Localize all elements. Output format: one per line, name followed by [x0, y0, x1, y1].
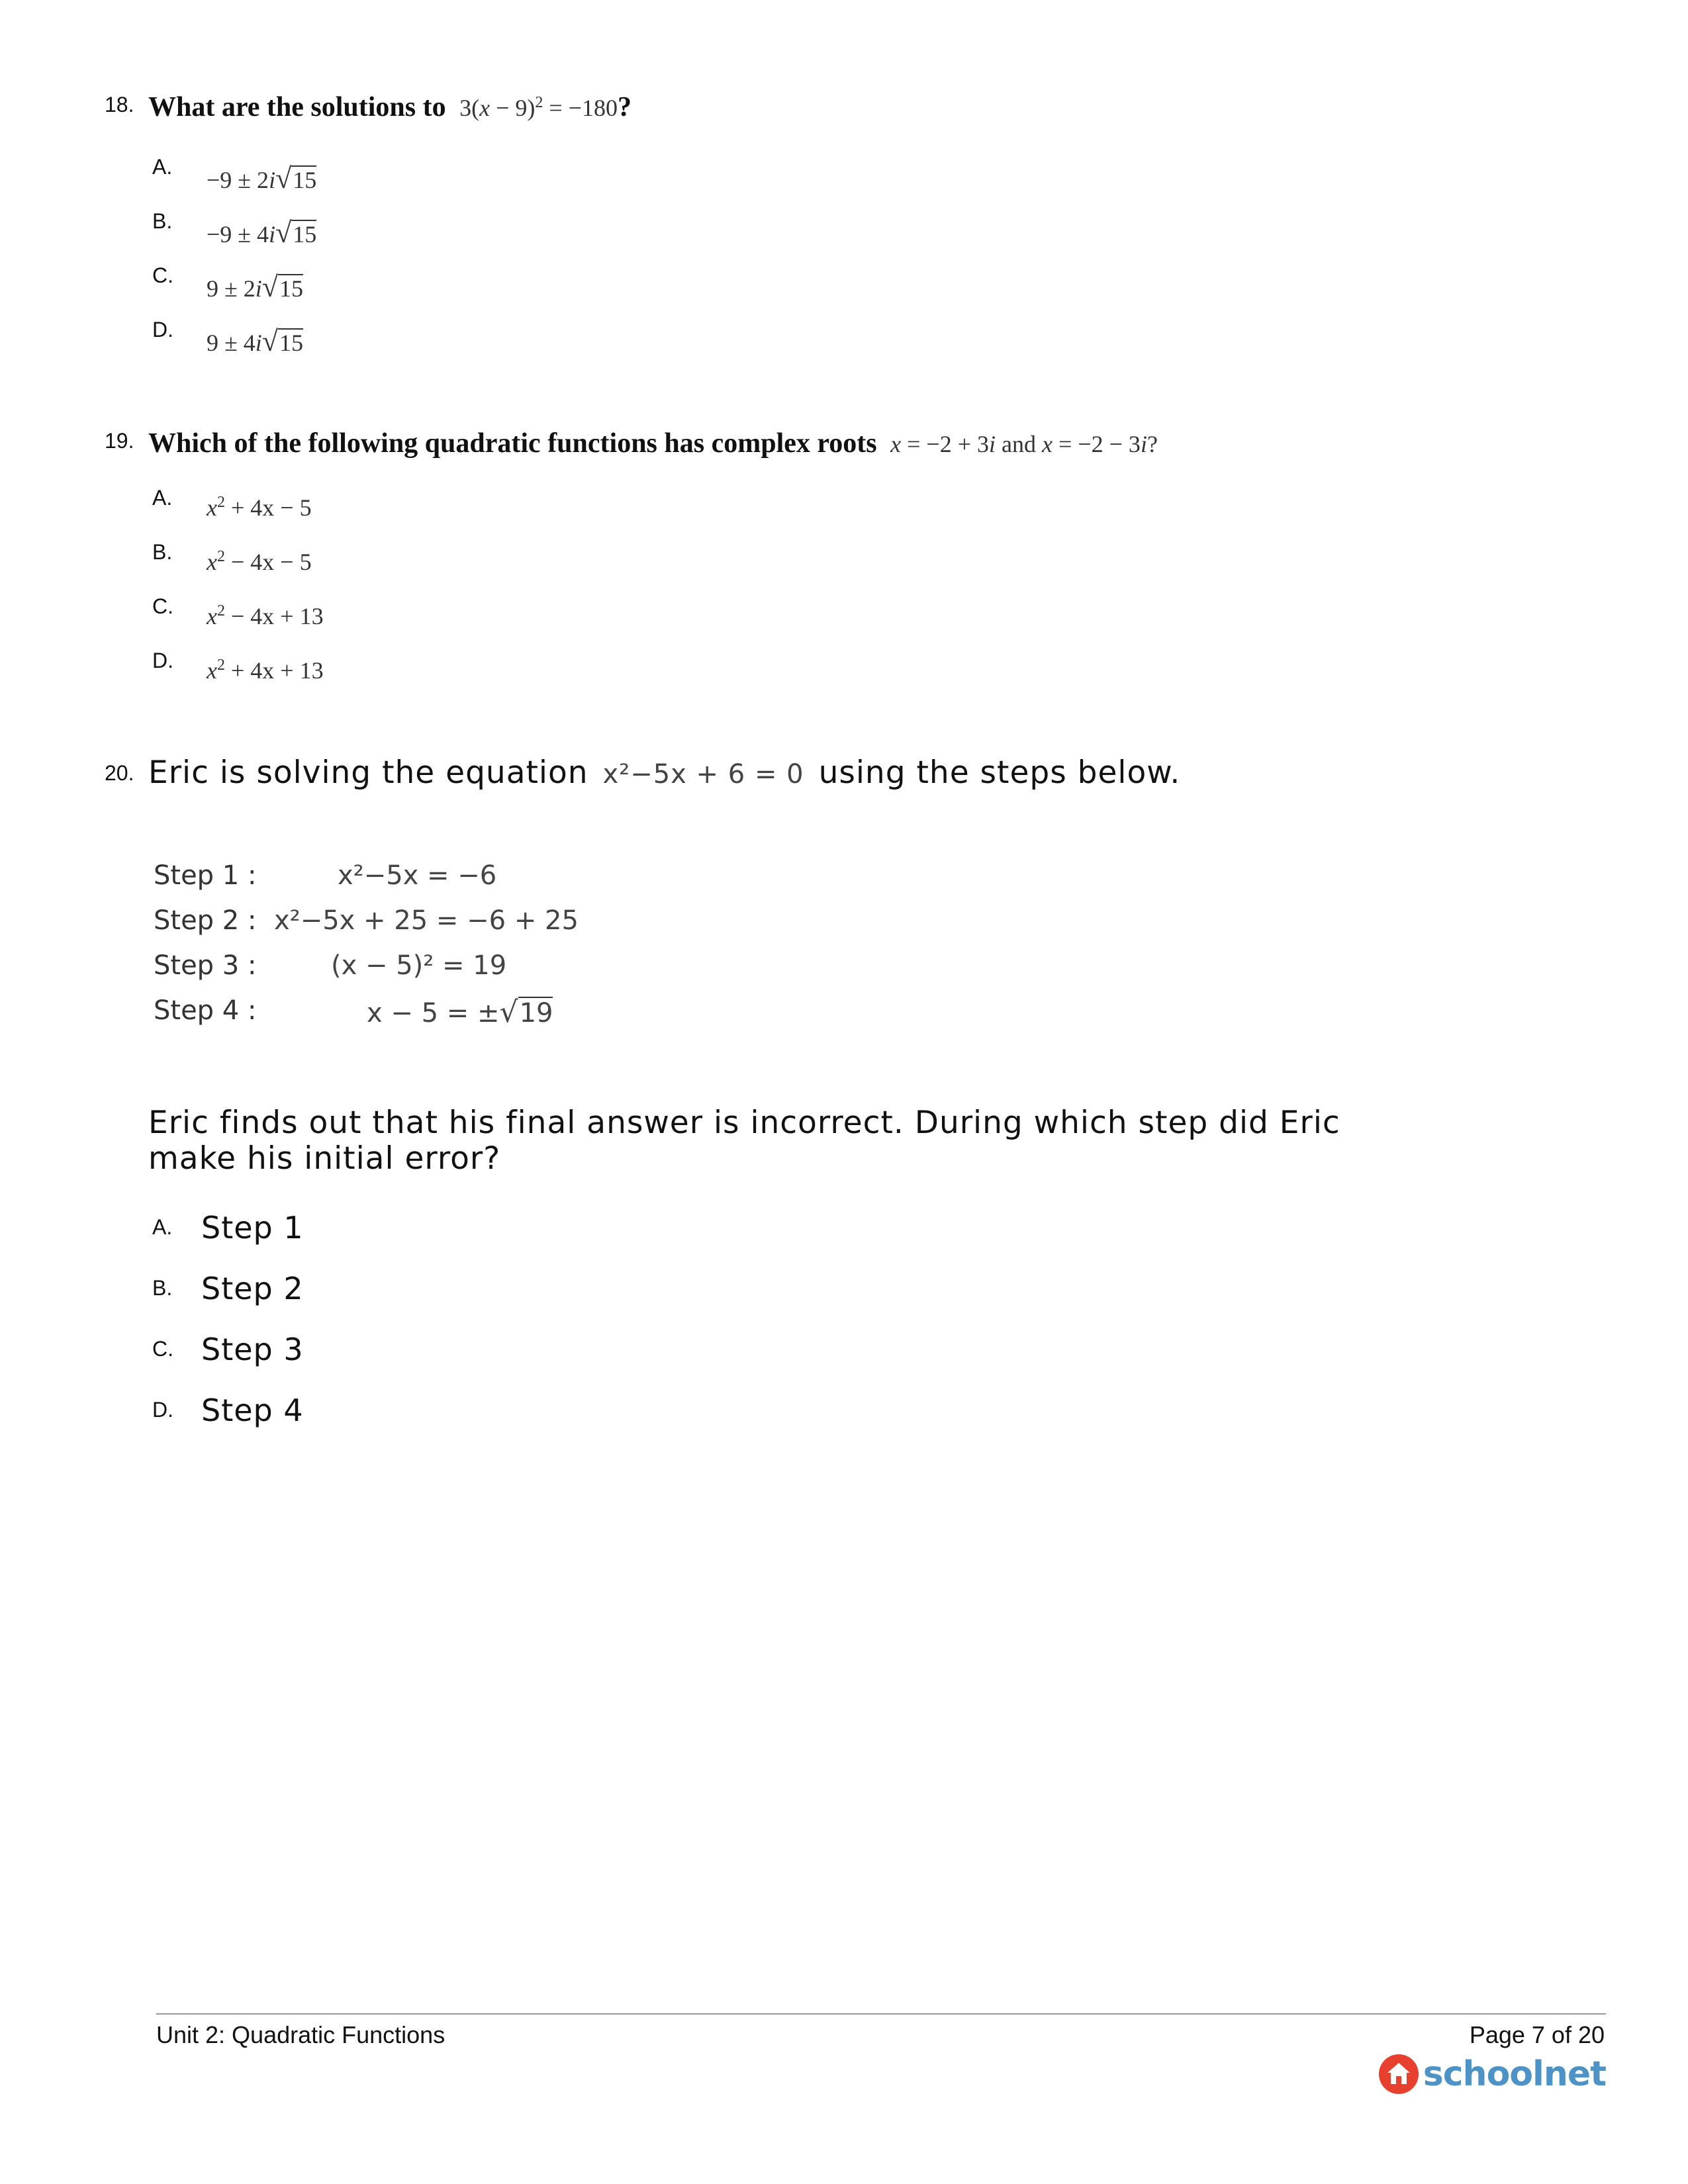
step-2-expression: x²−5x + 25 = −6 + 25 [274, 905, 579, 936]
choice-20d[interactable] [152, 1392, 417, 1435]
choice-letter: B. [152, 1276, 173, 1300]
question-20-prompt-end: using the steps below. [818, 754, 1181, 791]
followup-line-2: make his initial error? [148, 1140, 501, 1177]
step-3-label: Step 3 : [154, 950, 257, 981]
choice-letter: B. [152, 209, 173, 233]
choice-letter: D. [152, 649, 173, 672]
choice-18a[interactable] [152, 152, 417, 195]
choice-18d[interactable] [152, 315, 417, 355]
step-1-label: Step 1 : [154, 860, 257, 891]
choice-math: $x^2 - 4x + 13$ [207, 602, 324, 629]
step-2-label: Step 2 : [154, 905, 257, 936]
question-20-equation: x²−5x + 6 = 0 [602, 759, 804, 790]
step-4-expression: x − 5 = ±√19 [367, 995, 553, 1029]
choice-letter: B. [152, 540, 173, 564]
choice-math: 9 ± 2i√15 [207, 271, 303, 303]
step-1-expression: x²−5x = −6 [338, 860, 497, 891]
choice-18c[interactable] [152, 261, 417, 303]
schoolnet-logo [1378, 2049, 1606, 2099]
question-19-number: 19. [105, 429, 134, 453]
step-4-label: Step 4 : [154, 995, 257, 1026]
choice-19b[interactable] [152, 537, 417, 577]
choice-math: $x^2 - 4x - 5$ [207, 548, 312, 575]
choice-letter: D. [152, 1398, 173, 1422]
choice-letter: A. [152, 486, 173, 510]
footer-divider [156, 2013, 1606, 2015]
question-19-roots: x = −2 + 3i and x = −2 − 3i? [890, 431, 1158, 457]
choice-20b[interactable] [152, 1271, 417, 1313]
question-18-prompt: What are the solutions to $3(x - 9)^2 = -180$? [148, 92, 632, 122]
choice-math: $x^2 + 4x + 13$ [207, 657, 324, 684]
question-20-prompt-start: Eric is solving the equation [148, 754, 588, 791]
footer-unit-title: Unit 2: Quadratic Functions [156, 2021, 445, 2048]
choice-letter: A. [152, 1215, 173, 1239]
choice-19a[interactable] [152, 483, 417, 523]
followup-line-1: Eric finds out that his final answer is incorrect. During which step did Eric [148, 1105, 1340, 1141]
house-icon [1378, 2054, 1419, 2095]
choice-math: −9 ± 4i√15 [207, 216, 317, 249]
question-19-prompt [148, 428, 1158, 459]
logo-wordmark: schoolnet [1423, 2054, 1606, 2094]
choice-letter: C. [152, 263, 173, 287]
footer-page-number: Page 7 of 20 [1469, 2021, 1605, 2048]
question-20-number: 20. [105, 761, 134, 785]
question-18-equation: $3(x - 9)^2 = -180$ [459, 94, 618, 121]
choice-math: $x^2 + 4x - 5$ [207, 494, 312, 521]
choice-19c[interactable] [152, 592, 417, 631]
choice-20a[interactable] [152, 1210, 417, 1252]
question-18-prompt-text: What are the solutions to [148, 92, 446, 122]
choice-math: 9 ± 4i√15 [207, 325, 303, 357]
choice-letter: A. [152, 155, 173, 179]
choice-letter: C. [152, 594, 173, 618]
choice-letter: D. [152, 318, 173, 341]
choice-math: −9 ± 2i√15 [207, 162, 317, 195]
question-18-number: 18. [105, 93, 134, 116]
question-20-prompt [148, 754, 1180, 791]
choice-text: Step 2 [201, 1271, 304, 1306]
choice-text: Step 1 [201, 1210, 304, 1246]
choice-20c[interactable] [152, 1332, 417, 1374]
choice-19d[interactable] [152, 646, 417, 686]
choice-text: Step 3 [201, 1332, 304, 1367]
question-20-followup [148, 1105, 1340, 1177]
choice-letter: C. [152, 1337, 173, 1361]
question-19-prompt-text: Which of the following quadratic functions has complex roots [148, 428, 877, 459]
choice-18b[interactable] [152, 206, 417, 249]
step-3-expression: (x − 5)² = 19 [331, 950, 507, 981]
choice-text: Step 4 [201, 1392, 304, 1428]
